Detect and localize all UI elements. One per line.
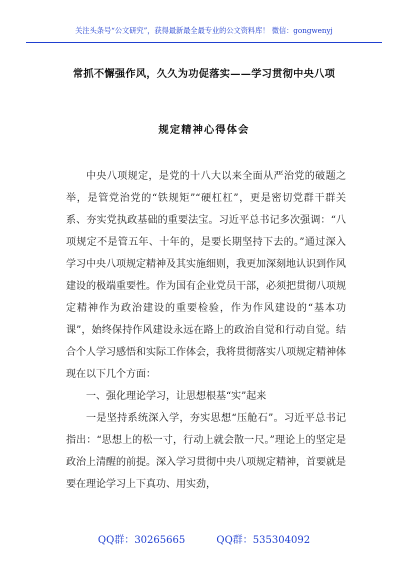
document-title: 常抓不懈强作风，久久为功促落实——学习贯彻中央八项: [72, 68, 336, 80]
document-body: [66, 166, 346, 496]
footer-qq-group-2: QQ群：535304092: [216, 535, 311, 546]
body-paragraph: 一是坚持系统深入学，夯实思想“压舱石”。习近平总书记指出：“思想上的松一寸，行动上就会散一尺。”理论上的坚定是政治上清醒的前提。深入学习贯彻中央八项规定精神，首要就是要在理论学习上下真功、用实劲，: [66, 413, 346, 490]
footer-qq-group-1: QQ群：30265665: [97, 535, 186, 546]
page-footer: [0, 531, 408, 546]
section-heading: 一、强化理论学习，让思想根基“实”起来: [86, 391, 267, 402]
body-paragraph: 中央八项规定，是党的十八大以来全面从严治党的破题之举，是管党治党的“铁规矩”“硬杠杠”，更是密切党群干群关系、夯实党执政基础的重要法宝。习近平总书记多次强调：“八项规定不是管五年、十年的，是要长期坚持下去的。”通过深入学习中央八项规定精神及其实施细则，我更加深刻地认识到作风建设的极端重要性。作为国有企业党员干部，必须把贯彻八项规定精神作为政治建设的重要检验，作为作风建设的“基本功课”，始终保持作风建设永远在路上的政治自觉和行动自觉。结合个人学习感悟和实际工作体会，我将贯彻落实八项规定精神体现在以下几个方面：: [66, 171, 346, 380]
page-header: 关注头条号“公文研究”，获得最新最全最专业的公文资料库！ 微信：gongwenyj: [75, 26, 333, 35]
document-title-line2: 规定精神心得体会: [158, 124, 250, 136]
header-divider: [26, 42, 382, 43]
